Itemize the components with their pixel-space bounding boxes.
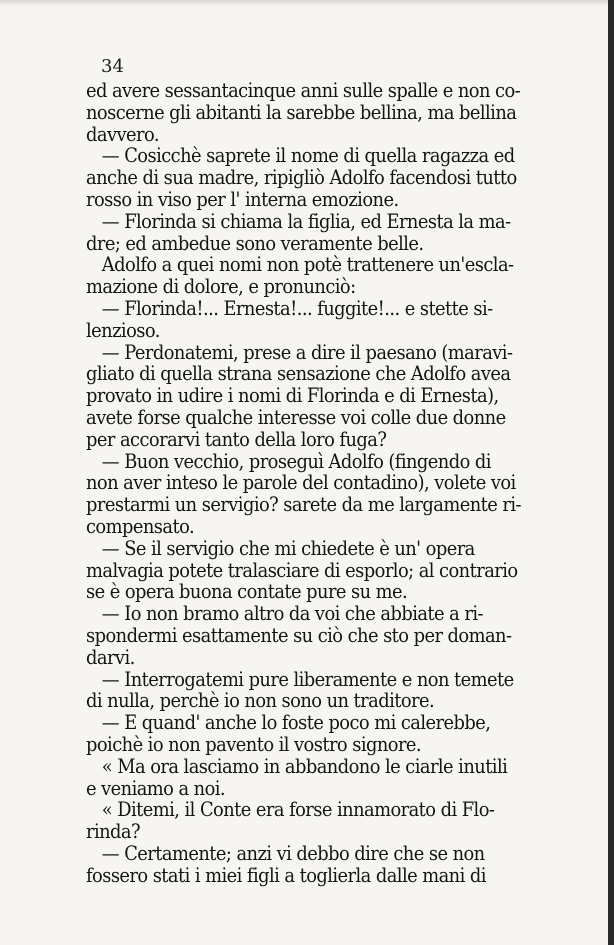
text-line: mazione di dolore, e pronunciò:	[86, 275, 356, 299]
text-line: Adolfo a quei nomi non potè trattenere un'escla-	[101, 253, 514, 277]
text-line: fossero stati i miei figli a toglierla dalle mani di	[86, 863, 486, 887]
text-line: — E quand' anche lo foste poco mi calerebbe,	[101, 711, 491, 735]
text-line: di nulla, perchè io non sono un traditore.	[86, 689, 435, 713]
page-binding-edge	[608, 0, 614, 945]
text-line: e veniamo a noi.	[86, 776, 226, 800]
text-line: — Florinda!... Ernesta!... fuggite!... e stette si-	[101, 296, 493, 320]
text-line: darvi.	[86, 645, 135, 669]
page-number: 34	[101, 56, 124, 77]
text-line: prestarmi un servigio? sarete da me largamente ri-	[86, 493, 521, 517]
text-line: non aver inteso le parole del contadino), volete voi	[86, 471, 516, 495]
text-line: gliato di quella strana sensazione che Adolfo avea	[86, 362, 511, 386]
text-line: « Ma ora lasciamo in abbandono le ciarle inutili	[101, 754, 508, 778]
text-line: ed avere sessantacinque anni sulle spalle e non co-	[86, 79, 521, 102]
text-line: poichè io non pavento il vostro signore.	[86, 732, 422, 756]
text-line: rinda?	[86, 820, 141, 844]
text-line: — Certamente; anzi vi debbo dire che se non	[101, 841, 485, 865]
text-line: malvagia potete tralasciare di esporlo; al contrario	[86, 558, 518, 582]
text-line: avete forse qualche interesse voi colle due donne	[86, 405, 506, 429]
text-line: davvero.	[86, 122, 159, 146]
text-line: dre; ed ambedue sono veramente belle.	[86, 231, 424, 255]
text-line: — Interrogatemi pure liberamente e non temete	[101, 667, 514, 691]
page-top-shadow	[0, 0, 614, 6]
text-line: — Buon vecchio, proseguì Adolfo (fingendo di	[101, 449, 491, 473]
text-line: provato in udire i nomi di Florinda e di Ernesta),	[86, 384, 499, 408]
text-line: rosso in viso per l' interna emozione.	[86, 187, 399, 211]
text-line: — Cosicchè saprete il nome di quella ragazza ed	[101, 144, 515, 168]
text-line: — Perdonatemi, prese a dire il paesano (maravi-	[101, 340, 513, 364]
text-line: compensato.	[86, 514, 195, 538]
text-line: noscerne gli abitanti la sarebbe bellina, ma bellina	[86, 100, 517, 124]
text-line: « Ditemi, il Conte era forse innamorato di Flo-	[101, 798, 495, 822]
text-line: — Se il servigio che mi chiedete è un' opera	[101, 536, 475, 560]
text-line: anche di sua madre, ripigliò Adolfo facendosi tutto	[86, 166, 517, 190]
text-line: se è opera buona contate pure su me.	[86, 580, 408, 604]
text-line: — Io non bramo altro da voi che abbiate a ri-	[101, 602, 483, 626]
text-line: lenzioso.	[86, 318, 160, 342]
text-line: per accorarvi tanto della loro fuga?	[86, 427, 387, 451]
page-text-body	[86, 80, 525, 886]
text-line: spondermi esattamente su ciò che sto per doman-	[86, 623, 512, 647]
text-line: — Florinda si chiama la figlia, ed Ernesta la ma-	[101, 209, 511, 233]
